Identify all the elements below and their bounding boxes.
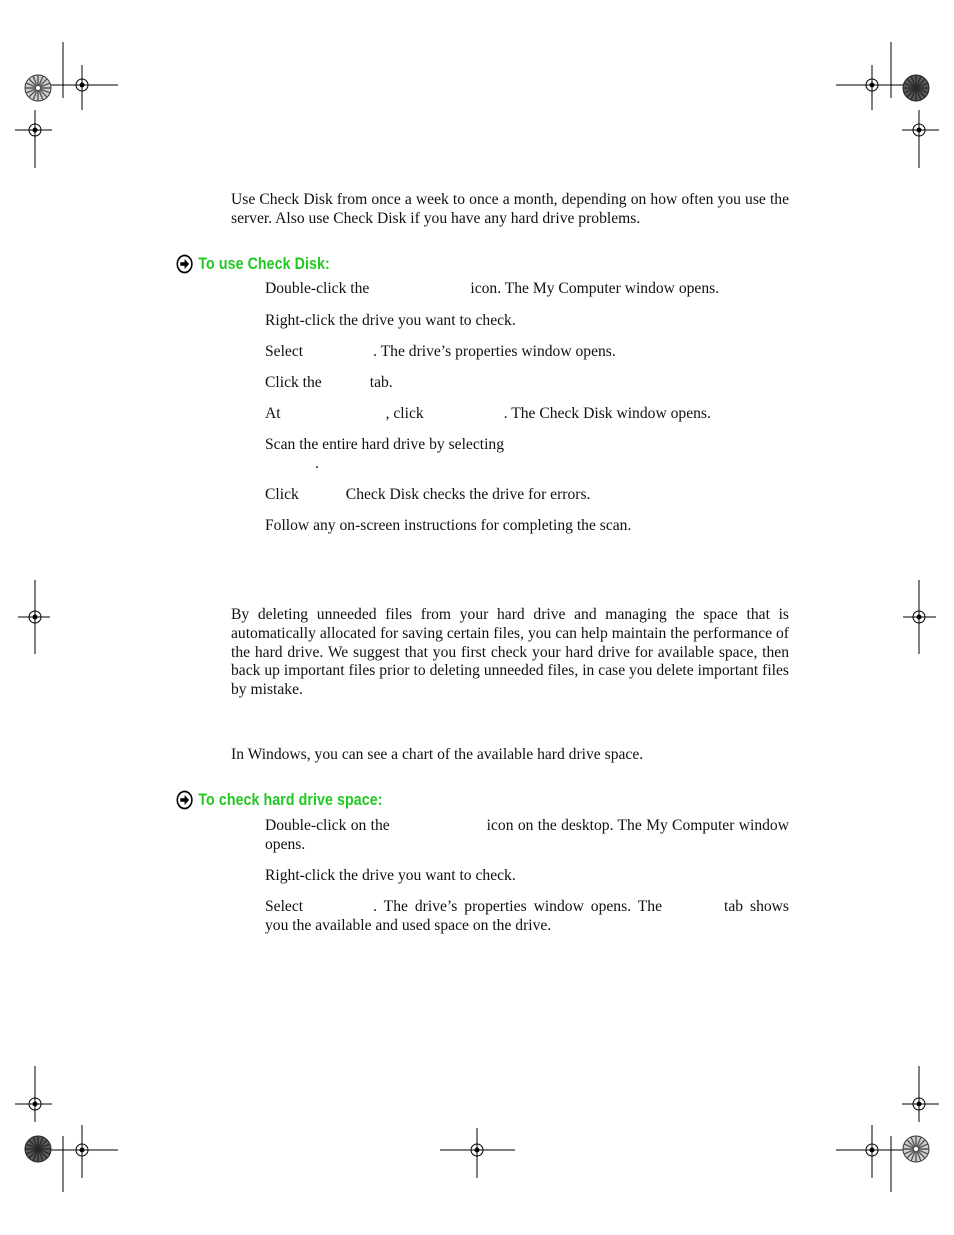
step-text: tab. — [369, 374, 393, 391]
list-item — [265, 312, 516, 331]
registration-mark-icon — [909, 607, 929, 627]
step-text: Right-click the drive you want to check. — [265, 312, 516, 329]
step-text: Scan the entire hard drive by selecting — [265, 436, 505, 453]
registration-mark-icon — [25, 607, 45, 627]
list-item — [265, 517, 631, 536]
registration-mark-icon — [862, 1140, 882, 1160]
step-text: Select — [265, 898, 304, 915]
color-wheel-icon — [902, 1135, 930, 1163]
step-text: Check Disk checks the drive for errors. — [345, 486, 591, 503]
step-text: At — [265, 405, 281, 422]
list-item — [265, 898, 789, 935]
registration-mark-icon — [862, 75, 882, 95]
heading-text: To check hard drive space: — [198, 790, 383, 809]
step-text: Select — [265, 343, 304, 360]
registration-mark-icon — [25, 120, 45, 140]
step-text: . — [315, 454, 319, 472]
manage-space-paragraph: By deleting unneeded files from your hard drive and managing the space that is automatically allocated for saving certain files, you can help maintain the performance of the hard drive. We suggest that you first check your hard drive for available space, then back up important files prior to deleting unneeded files, in case you delete important files by mistake. — [231, 606, 789, 699]
registration-mark-icon — [25, 1094, 45, 1114]
list-item — [265, 436, 504, 473]
step-text: tab shows you the available and used space on the drive. — [265, 898, 789, 934]
list-item — [265, 486, 590, 505]
arrow-right-circle-icon — [176, 790, 193, 810]
step-text: . The Check Disk window opens. — [503, 405, 711, 422]
intro-paragraph: Use Check Disk from once a week to once a month, depending on how often you use the server. Also use Check Disk if you have any hard drive problems. — [231, 191, 789, 227]
color-wheel-icon — [24, 1135, 52, 1163]
step-text: Right-click the drive you want to check. — [265, 867, 516, 884]
heading-text: To use Check Disk: — [198, 254, 330, 273]
space-intro-paragraph: In Windows, you can see a chart of the available hard drive space. — [231, 746, 644, 763]
list-item — [265, 343, 616, 362]
registration-mark-icon — [909, 1094, 929, 1114]
step-text: Click the — [265, 374, 322, 391]
color-wheel-icon — [902, 74, 930, 102]
step-text: icon on the desktop. The My Computer window opens. — [265, 817, 789, 853]
step-text: Click — [265, 486, 299, 503]
registration-mark-icon — [72, 75, 92, 95]
registration-mark-icon — [72, 1140, 92, 1160]
list-item — [265, 817, 789, 854]
step-text: . The drive’s properties window opens. — [373, 343, 616, 360]
registration-mark-icon — [909, 120, 929, 140]
color-wheel-icon — [24, 74, 52, 102]
procedure-heading-check-space — [176, 790, 383, 810]
step-text: Double-click the — [265, 280, 370, 297]
arrow-right-circle-icon — [176, 254, 193, 274]
list-item — [265, 867, 516, 886]
step-text: . The drive’s properties window opens. The — [373, 898, 662, 915]
list-item — [265, 374, 393, 393]
step-text: Follow any on-screen instructions for completing the scan. — [265, 517, 632, 534]
registration-mark-icon — [467, 1140, 487, 1160]
list-item — [265, 405, 711, 424]
step-text: , click — [385, 405, 424, 422]
step-text: icon. The My Computer window opens. — [470, 280, 720, 297]
list-item — [265, 280, 719, 299]
step-text: Double-click on the — [265, 817, 390, 834]
procedure-heading-check-disk — [176, 254, 330, 274]
